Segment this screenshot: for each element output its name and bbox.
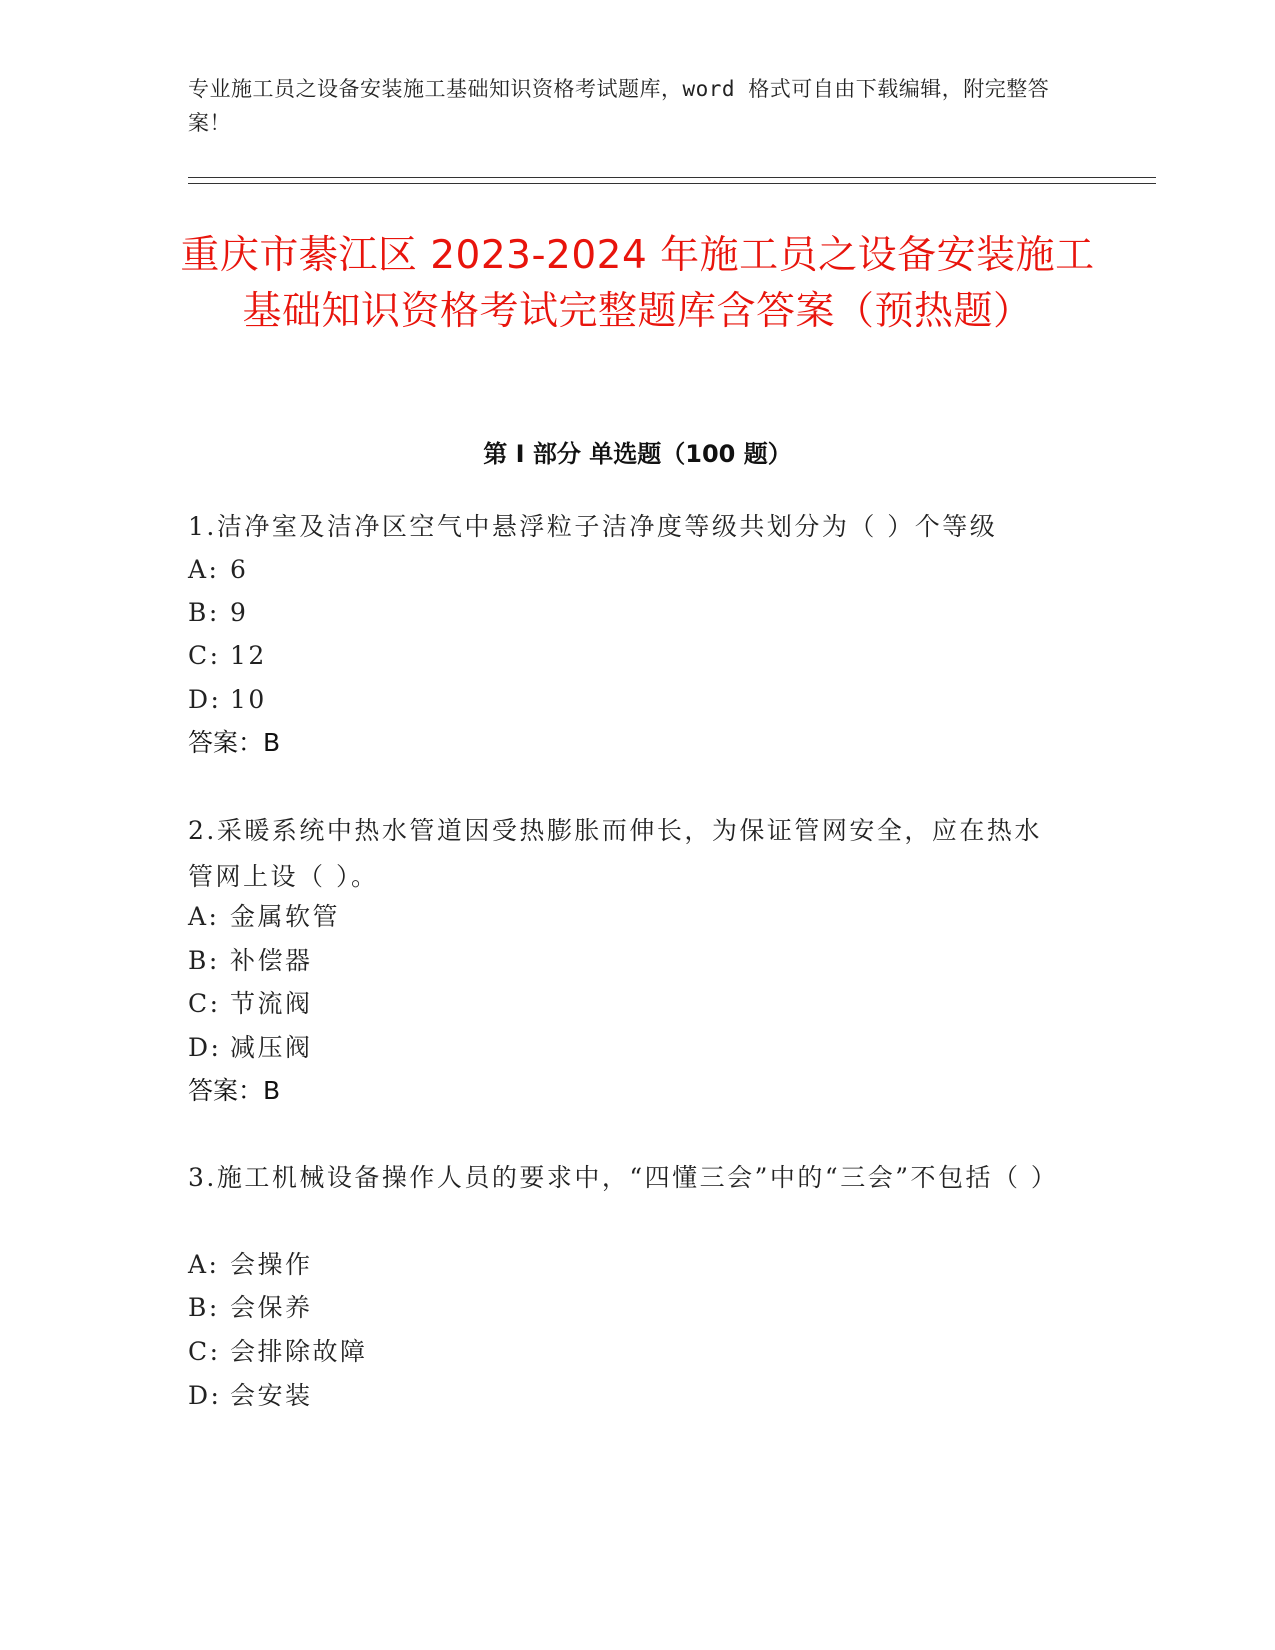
option-d [188,1028,1068,1068]
option-a [188,550,1068,590]
section-title: 第 I 部分 单选题（100 题） [483,440,792,468]
option-key: B: [188,1293,220,1322]
option-c [188,1332,1068,1372]
option-key: C: [188,1337,221,1366]
question-text: 2.采暖系统中热水管道因受热膨胀而伸长，为保证管网安全，应在热水管网上设（ ）。 [188,816,1042,891]
option-value: 会保养 [230,1293,313,1322]
option-d [188,680,1068,720]
option-value: 9 [230,598,249,627]
answer-label: 答案：B [188,1076,281,1105]
option-key: A: [188,902,220,931]
option-value: 10 [230,685,267,714]
option-value: 金属软管 [230,902,341,931]
option-d [188,1376,1068,1416]
option-value: 会操作 [230,1250,313,1279]
option-key: A: [188,555,220,584]
option-key: D: [188,1381,222,1410]
option-value: 会排除故障 [230,1337,368,1366]
header-divider-top [188,177,1156,178]
question-text: 3.施工机械设备操作人员的要求中，“四懂三会”中的“三会”不包括（ ） [188,1163,1059,1192]
option-key: D: [188,685,222,714]
option-b [188,941,1068,981]
option-value: 节流阀 [230,989,313,1018]
option-a [188,1245,1068,1285]
option-key: B: [188,598,220,627]
option-value: 12 [230,641,267,670]
answer-label: 答案：B [188,728,281,757]
option-value: 补偿器 [230,946,313,975]
header-divider-bottom [188,183,1156,184]
option-c [188,984,1068,1024]
option-value: 会安装 [230,1381,313,1410]
option-key: C: [188,989,221,1018]
header-note: 专业施工员之设备安装施工基础知识资格考试题库，word 格式可自由下载编辑，附完整答案！ [188,77,1050,135]
option-value: 减压阀 [230,1033,313,1062]
option-c [188,636,1068,676]
option-a [188,897,1068,937]
option-key: A: [188,1250,220,1279]
option-key: B: [188,946,220,975]
question-text: 1.洁净室及洁净区空气中悬浮粒子洁净度等级共划分为（ ）个等级 [188,512,998,541]
option-key: C: [188,641,221,670]
option-value: 6 [230,555,249,584]
document-title: 重庆市綦江区 2023-2024 年施工员之设备安装施工基础知识资格考试完整题库含答案（预热题） [180,233,1095,334]
option-b [188,1288,1068,1328]
option-b [188,593,1068,633]
option-key: D: [188,1033,222,1062]
